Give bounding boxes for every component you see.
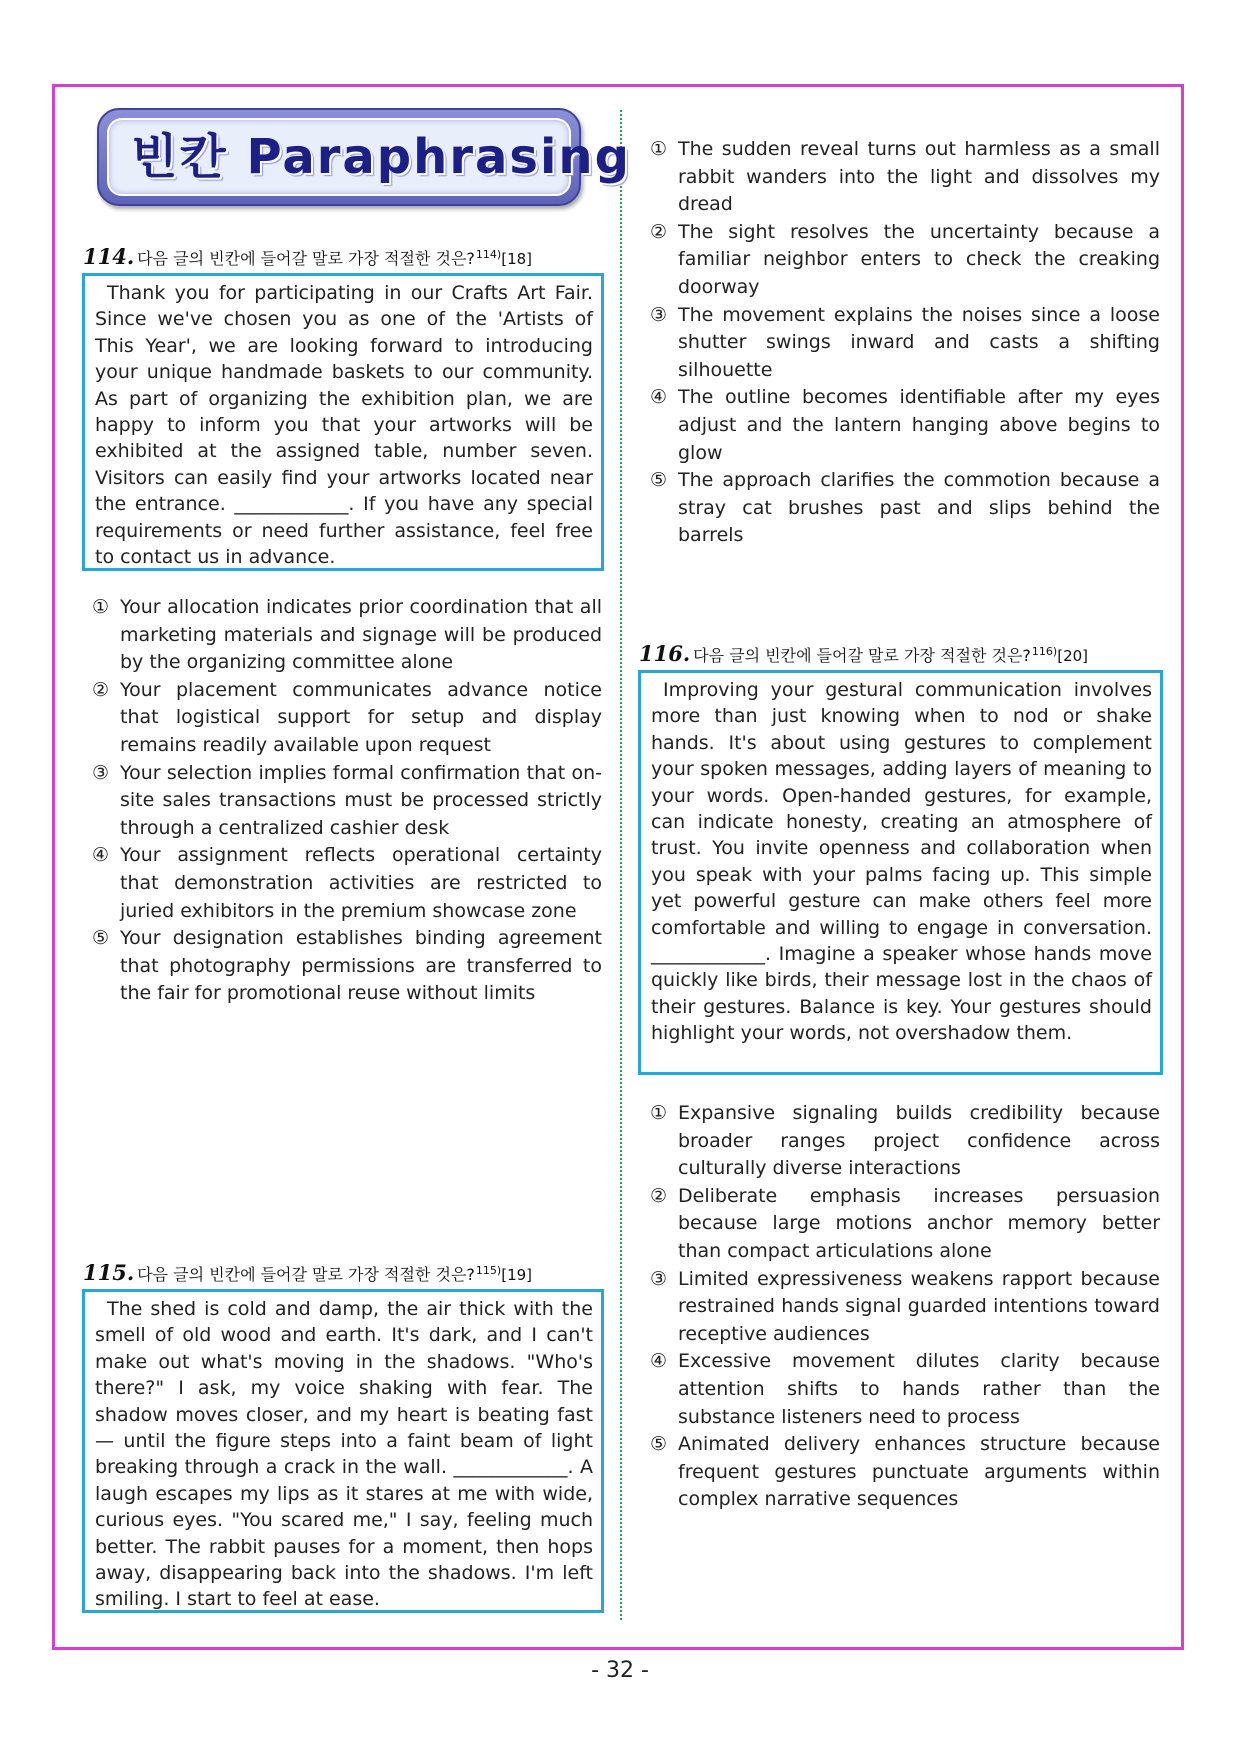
- passage-text: Improving your gestural communication involves more than just knowing when to nod or shake hands. It's about using gestures to complement your spoken messages, adding layers of meaning to your words. Open-handed gestures, for example, can indicate honesty, creating an atmosphere of trust. You invite openness and collaboration when you speak with your palms facing up. This simple yet powerful gesture can make others feel more comfortable and willing to engage in conversation. ____________. Imagine a speaker whose hands move quickly like birds, their message lost in the chaos of their gestures. Balance is key. Your gestures should highlight your words, not overshadow them.: [651, 679, 1152, 1045]
- option[interactable]: ④ The outline becomes identifiable after my eyes adjust and the lantern hanging above begins to glow: [650, 386, 1160, 464]
- passage-text: Thank you for participating in our Crafts Art Fair. Since we've chosen you as one of the 'Artists of This Year', we are looking forward to introducing your unique handmade baskets to our community. As part of organizing the exhibition plan, we are happy to inform you that your artworks will be exhibited at the assigned table, number seven. Visitors can easily find your artworks located near the entrance. ____________. If you have any special requirements or need further assistance, feel free to contact us in advance.: [95, 282, 593, 569]
- page-number: - 32 -: [591, 1658, 649, 1683]
- question-prompt: 다음 글의 빈칸에 들어갈 말로 가장 적절한 것은?$^{116)}$[20]: [693, 644, 1089, 665]
- question-115-passage: [82, 1289, 604, 1613]
- question-114-heading: [83, 244, 532, 272]
- option[interactable]: ③ The movement explains the noises since a loose shutter swings inward and casts a shifting silhouette: [650, 303, 1160, 381]
- question-116-options: [650, 1100, 1160, 1514]
- page-title: 빈칸 Paraphrasing: [131, 129, 631, 185]
- option[interactable]: ① The sudden reveal turns out harmless as a small rabbit wanders into the light and dissolves my dread: [650, 138, 1160, 216]
- option[interactable]: ② Deliberate emphasis increases persuasion because large motions anchor memory better than compact articulations alone: [650, 1184, 1160, 1262]
- option[interactable]: ③ Limited expressiveness weakens rapport because restrained hands signal guarded intentions toward receptive audiences: [650, 1267, 1160, 1345]
- option[interactable]: ① Expansive signaling builds credibility because broader ranges project confidence across culturally diverse interactions: [650, 1102, 1160, 1180]
- question-116-heading: [639, 641, 1088, 669]
- question-number: 115.: [83, 1260, 135, 1285]
- column-divider: [620, 110, 622, 1620]
- option[interactable]: ② The sight resolves the uncertainty because a familiar neighbor enters to check the creaking doorway: [650, 220, 1160, 298]
- question-114-passage: [82, 273, 604, 571]
- option[interactable]: ⑤ The approach clarifies the commotion because a stray cat brushes past and slips behind the barrels: [650, 469, 1160, 547]
- question-number: 114.: [83, 244, 135, 269]
- title-badge: [97, 108, 631, 206]
- option[interactable]: ② Your placement communicates advance notice that logistical support for setup and display remains readily available upon request: [92, 678, 602, 756]
- question-114-options: [92, 594, 602, 1008]
- passage-text: The shed is cold and damp, the air thick with the smell of old wood and earth. It's dark, and I can't make out what's moving in the shadows. "Who's there?" I ask, my voice shaking with fear. The shadow moves closer, and my heart is beating fast — until the figure steps into a faint beam of light breaking through a crack in the wall. ____________. A laugh escapes my lips as it stares at me with wide, curious eyes. "You scared me," I say, feeling much better. The rabbit pauses for a moment, then hops away, disappearing back into the shadows. I'm left smiling. I start to feel at ease.: [95, 1298, 593, 1611]
- question-116-passage: [638, 670, 1163, 1075]
- option[interactable]: ⑤ Your designation establishes binding agreement that photography permissions are transferred to the fair for promotional reuse without limits: [92, 927, 602, 1005]
- option[interactable]: ⑤ Animated delivery enhances structure because frequent gestures punctuate arguments within complex narrative sequences: [650, 1433, 1160, 1511]
- option[interactable]: ④ Your assignment reflects operational certainty that demonstration activities are restricted to juried exhibitors in the premium showcase zone: [92, 844, 602, 922]
- option[interactable]: ③ Your selection implies formal confirmation that on-site sales transactions must be processed strictly through a centralized cashier desk: [92, 761, 602, 839]
- question-prompt: 다음 글의 빈칸에 들어갈 말로 가장 적절한 것은?$^{115)}$[19]: [137, 1263, 533, 1284]
- question-115-heading: [83, 1260, 532, 1288]
- option[interactable]: ④ Excessive movement dilutes clarity because attention shifts to hands rather than the substance listeners need to process: [650, 1350, 1160, 1428]
- question-prompt: 다음 글의 빈칸에 들어갈 말로 가장 적절한 것은?$^{114)}$[18]: [137, 247, 533, 268]
- question-number: 116.: [639, 641, 691, 666]
- option[interactable]: ① Your allocation indicates prior coordination that all marketing materials and signage will be produced by the organizing committee alone: [92, 596, 602, 674]
- title-badge-inner: [107, 118, 631, 196]
- question-115-options: [650, 136, 1160, 550]
